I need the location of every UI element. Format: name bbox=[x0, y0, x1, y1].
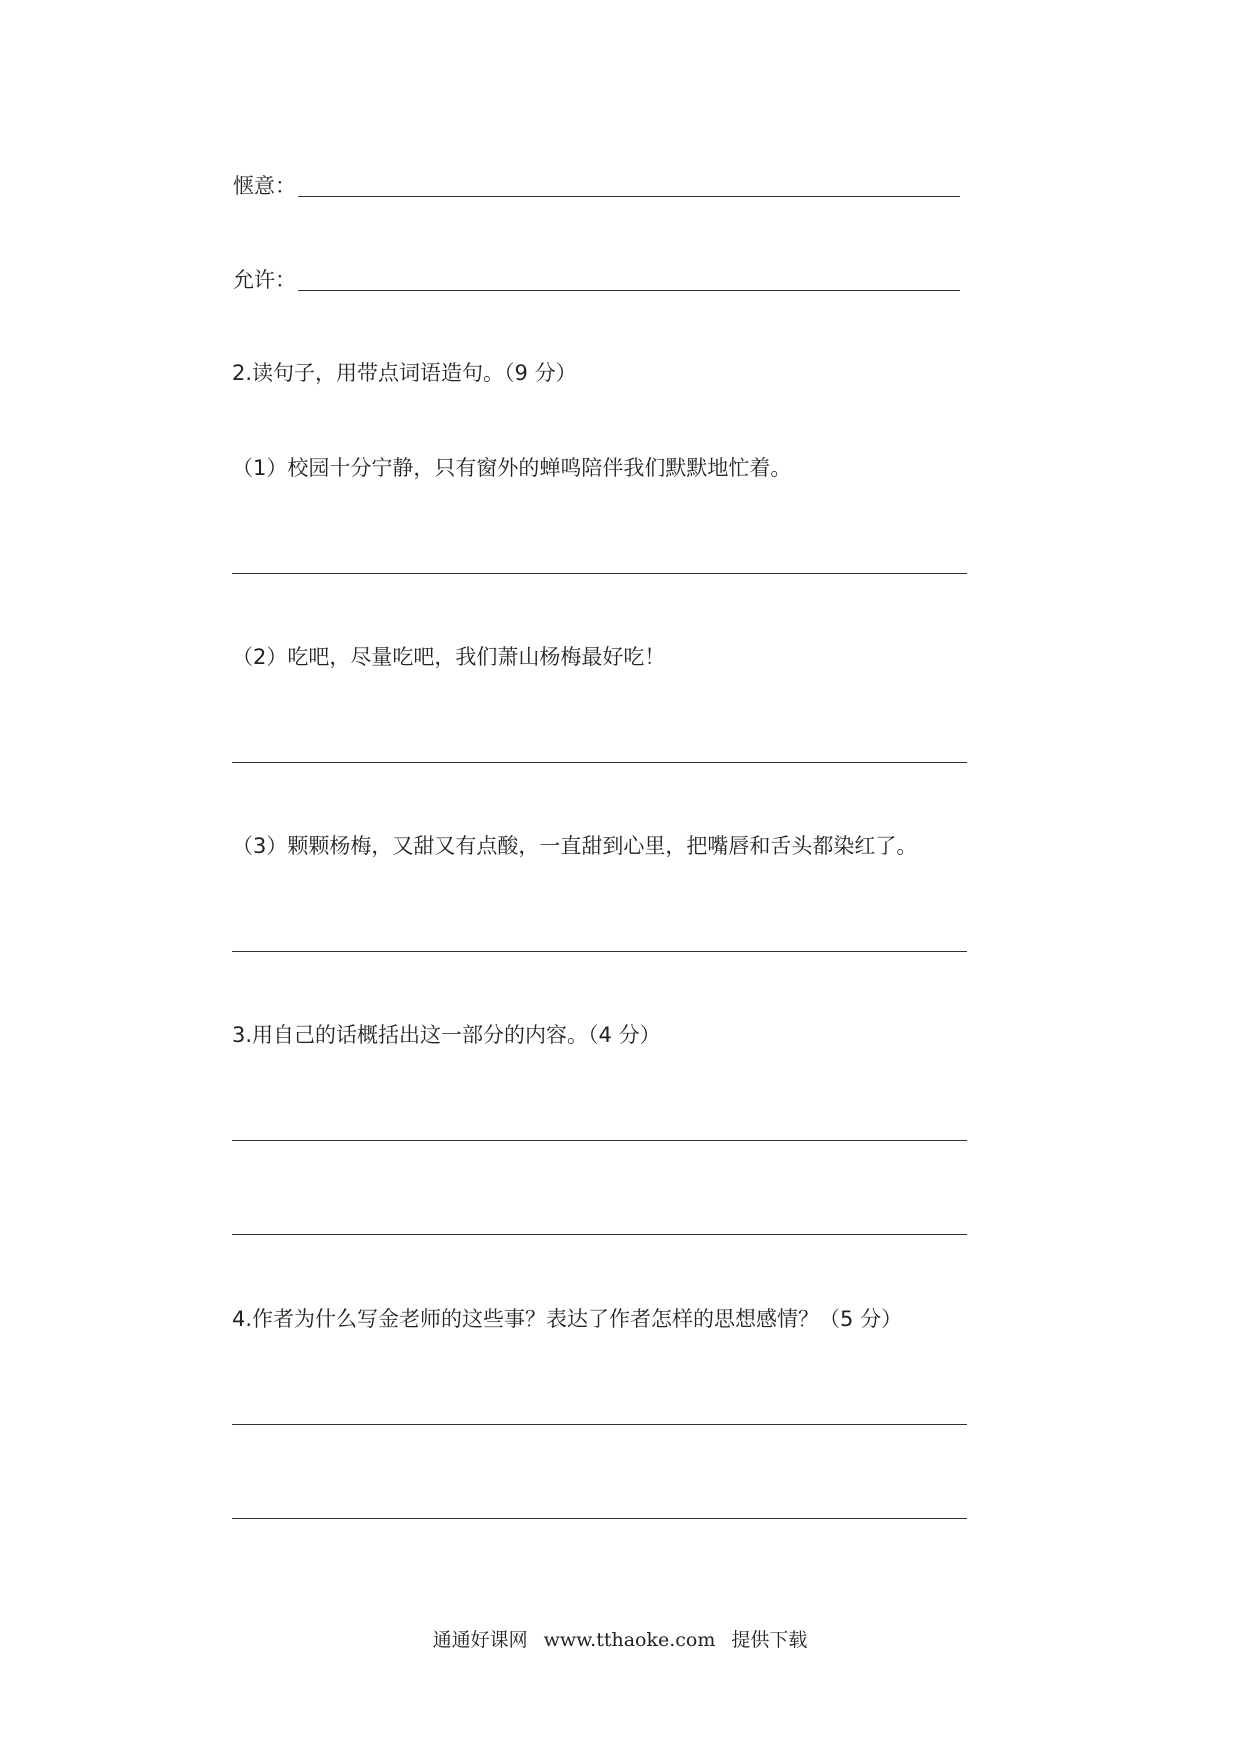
question-3-title: 3.用自己的话概括出这一部分的内容。（4 分） bbox=[232, 1023, 661, 1047]
question-4-title: 4.作者为什么写金老师的这些事？表达了作者怎样的思想感情？（5 分） bbox=[232, 1307, 903, 1331]
question-2-item-2: （2）吃吧，尽量吃吧，我们萧山杨梅最好吃！ bbox=[232, 645, 666, 669]
question-3-answer-line-1[interactable] bbox=[232, 1140, 967, 1141]
footer-url[interactable]: www.tthaoke.com bbox=[543, 1629, 716, 1651]
question-2-answer-line-3[interactable] bbox=[232, 951, 967, 952]
question-2-title: 2.读句子，用带点词语造句。（9 分） bbox=[232, 361, 577, 385]
question-3-answer-line-2[interactable] bbox=[232, 1234, 967, 1235]
question-2-item-3: （3）颗颗杨梅，又甜又有点酸，一直甜到心里，把嘴唇和舌头都染红了。 bbox=[232, 834, 918, 858]
question-2-item-1: （1）校园十分宁静，只有窗外的蝉鸣陪伴我们默默地忙着。 bbox=[232, 456, 792, 480]
page-footer bbox=[0, 1627, 1240, 1653]
footer-site-name: 通通好课网 bbox=[432, 1629, 528, 1651]
question-4-answer-line-1[interactable] bbox=[232, 1424, 967, 1425]
footer-suffix: 提供下载 bbox=[731, 1629, 808, 1651]
vocab-label-1: 惬意： bbox=[233, 174, 296, 198]
vocab-answer-line-2[interactable] bbox=[298, 290, 960, 291]
question-2-answer-line-2[interactable] bbox=[232, 762, 967, 763]
vocab-label-2: 允许： bbox=[233, 268, 296, 292]
vocab-answer-line-1[interactable] bbox=[298, 196, 960, 197]
question-4-answer-line-2[interactable] bbox=[232, 1518, 967, 1519]
question-2-answer-line-1[interactable] bbox=[232, 573, 967, 574]
